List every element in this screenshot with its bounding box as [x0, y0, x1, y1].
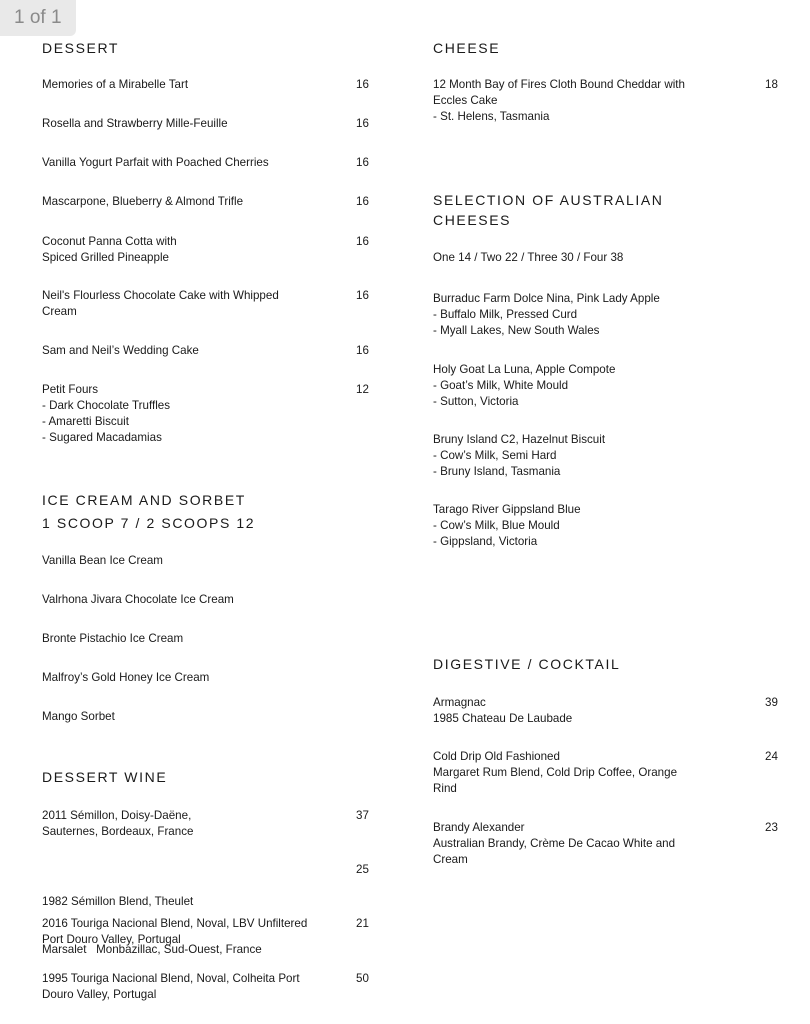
item-price: 16 [356, 289, 369, 302]
item-detail: - Gippsland, Victoria [433, 535, 538, 548]
item-name: Mango Sorbet [42, 710, 115, 723]
item-detail: - Cow’s Milk, Semi Hard [433, 449, 557, 462]
menu-item [433, 291, 773, 339]
item-name-line: 12 Month Bay of Fires Cloth Bound Cheddar with [433, 78, 685, 91]
item-name-line: Spiced Grilled Pineapple [42, 251, 169, 264]
item-detail: Sauternes, Bordeaux, France [42, 825, 194, 838]
menu-item [433, 502, 773, 550]
item-name [433, 695, 703, 727]
item-name-line: Brandy Alexander [433, 821, 525, 834]
item-name-line: Tarago River Gippsland Blue [433, 503, 581, 516]
section-heading-cheese: CHEESE [433, 40, 501, 56]
item-price: 16 [356, 195, 369, 208]
menu-item [42, 77, 382, 93]
item-name-line: Cream [42, 305, 77, 318]
item-detail: - Dark Chocolate Truffles [42, 399, 171, 412]
item-name: Vanilla Bean Ice Cream [42, 554, 163, 567]
item-name-line: 1982 Sémillon Blend, Theulet [42, 895, 194, 908]
item-price: 16 [356, 117, 369, 130]
item-name: Malfroy’s Gold Honey Ice Cream [42, 671, 210, 684]
item-name [433, 820, 703, 868]
section-heading-digestive: DIGESTIVE / COCKTAIL [433, 656, 621, 672]
item-detail: - Sutton, Victoria [433, 395, 519, 408]
item-name [433, 432, 703, 480]
item-name-line: 1995 Touriga Nacional Blend, Noval, Colheita Port [42, 972, 300, 985]
item-detail: - St. Helens, Tasmania [433, 110, 550, 123]
item-name-line: Neil's Flourless Chocolate Cake with Whipped [42, 289, 279, 302]
item-price: 39 [765, 696, 778, 709]
item-name: Valrhona Jivara Chocolate Ice Cream [42, 593, 234, 606]
item-name-line: Burraduc Farm Dolce Nina, Pink Lady Apple [433, 292, 660, 305]
item-price: 23 [765, 821, 778, 834]
item-name-line: Eccles Cake [433, 94, 498, 107]
item-name [433, 502, 703, 550]
item-detail: 1985 Chateau De Laubade [433, 712, 573, 725]
item-name [433, 362, 703, 410]
menu-item [433, 695, 778, 727]
item-price: 21 [356, 917, 369, 930]
menu-item [42, 553, 382, 569]
cheese-pricing: One 14 / Two 22 / Three 30 / Four 38 [433, 251, 624, 264]
menu-item [42, 194, 382, 210]
item-name-line: Cold Drip Old Fashioned [433, 750, 560, 763]
menu-item [433, 749, 778, 797]
item-price: 16 [356, 344, 369, 357]
item-name: Bronte Pistachio Ice Cream [42, 632, 184, 645]
menu-item [433, 820, 778, 868]
item-price: 16 [356, 78, 369, 91]
item-detail: Cream [433, 853, 468, 866]
item-price: 37 [356, 809, 369, 822]
item-name [433, 291, 703, 339]
section-subheading-ice-cream: 1 SCOOP 7 / 2 SCOOPS 12 [42, 515, 256, 531]
menu-item [42, 808, 382, 840]
menu-item [42, 288, 382, 320]
item-name [42, 916, 327, 948]
menu-item [42, 234, 382, 266]
page-indicator: 1 of 1 [0, 0, 76, 36]
item-detail: Marsalet Monbazillac, Sud-Ouest, France [42, 943, 262, 956]
menu-item [433, 432, 773, 480]
item-detail: - Cow’s Milk, Blue Mould [433, 519, 560, 532]
item-name: Vanilla Yogurt Parfait with Poached Cherries [42, 156, 269, 169]
menu-item [433, 362, 773, 410]
item-price: 25 [356, 863, 369, 876]
menu-item [42, 971, 382, 1003]
item-detail: - Myall Lakes, New South Wales [433, 324, 600, 337]
item-name: Rosella and Strawberry Mille-Feuille [42, 117, 228, 130]
item-name [42, 288, 327, 320]
menu-item [42, 709, 382, 725]
item-name-line: Armagnac [433, 696, 486, 709]
item-detail: Australian Brandy, Crème De Cacao White and [433, 837, 676, 850]
section-heading-dessert-wine: DESSERT WINE [42, 769, 168, 785]
item-price: 16 [356, 235, 369, 248]
menu-item [42, 916, 382, 948]
menu-item [42, 343, 382, 359]
item-name: Sam and Neil’s Wedding Cake [42, 344, 199, 357]
item-detail: - Sugared Macadamias [42, 431, 162, 444]
item-name-line: Bruny Island C2, Hazelnut Biscuit [433, 433, 606, 446]
item-price: 16 [356, 156, 369, 169]
item-name [433, 77, 703, 125]
item-price: 18 [765, 78, 778, 91]
item-detail: - Bruny Island, Tasmania [433, 465, 561, 478]
item-detail: Port Douro Valley, Portugal [42, 933, 181, 946]
item-name-line: Coconut Panna Cotta with [42, 235, 177, 248]
menu-item [42, 670, 382, 686]
item-name [42, 971, 327, 1003]
menu-item [42, 382, 382, 446]
item-detail: - Amaretti Biscuit [42, 415, 129, 428]
menu-item [433, 77, 778, 125]
menu-item [42, 592, 382, 608]
item-detail: Rind [433, 782, 457, 795]
menu-item [42, 631, 382, 647]
item-detail: Douro Valley, Portugal [42, 988, 157, 1001]
item-name [42, 234, 327, 266]
item-name [42, 808, 327, 840]
item-name-line: Holy Goat La Luna, Apple Compote [433, 363, 616, 376]
item-name: Memories of a Mirabelle Tart [42, 78, 189, 91]
item-name-line: Petit Fours [42, 383, 99, 396]
section-heading-ice-cream: ICE CREAM AND SORBET [42, 492, 246, 508]
item-detail: Margaret Rum Blend, Cold Drip Coffee, Orange [433, 766, 678, 779]
item-name [433, 749, 703, 797]
item-name: Mascarpone, Blueberry & Almond Trifle [42, 195, 244, 208]
item-detail: - Goat’s Milk, White Mould [433, 379, 569, 392]
item-name-line: 2016 Touriga Nacional Blend, Noval, LBV Unfiltered [42, 917, 308, 930]
item-price: 50 [356, 972, 369, 985]
menu-item [42, 116, 382, 132]
item-detail: - Buffalo Milk, Pressed Curd [433, 308, 578, 321]
section-heading-australian-cheeses-line2: CHEESES [433, 212, 512, 228]
section-heading-dessert: DESSERT [42, 40, 120, 56]
item-name [42, 382, 327, 446]
item-price: 12 [356, 383, 369, 396]
section-heading-australian-cheeses: SELECTION OF AUSTRALIAN [433, 192, 664, 208]
menu-item [42, 155, 382, 171]
item-name-line: 2011 Sémillon, Doisy-Daëne, [42, 809, 192, 822]
item-price: 24 [765, 750, 778, 763]
